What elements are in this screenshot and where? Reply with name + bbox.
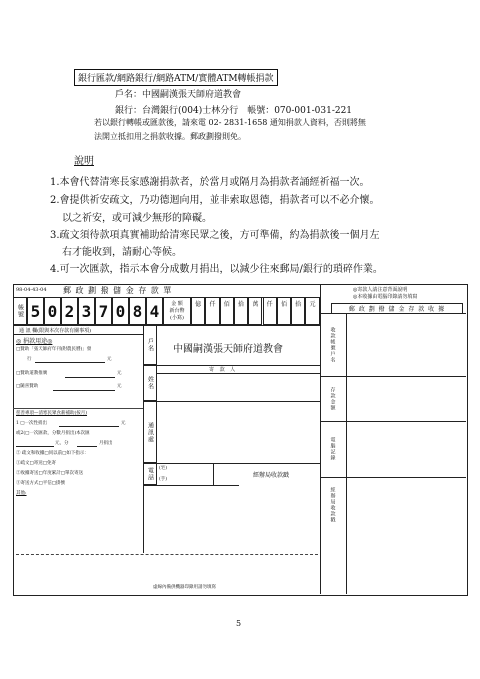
charity-title: 慈善專項—清寒民眾食薪補助(按月) (16, 411, 88, 416)
explain-item-3: 3.疏文須待款項真實補助給清寒民眾之後，方可準備，約為捐款後一個月左 (50, 230, 380, 241)
send-method[interactable]: ③寄送方式□平信□掛號 (16, 481, 66, 486)
amount-unit-cell[interactable]: 佰 (277, 297, 291, 325)
account-digit: 0 (112, 297, 129, 325)
depositor-label: 寄 款 人 (209, 367, 238, 373)
receipt-account: 收款帳號戶名 (329, 327, 336, 363)
amount-label (163, 297, 191, 325)
amount-label-3: (小寫) (170, 314, 184, 321)
right-note-1: ◎寄款人請注意背面說明 (353, 287, 408, 293)
phone-mobile[interactable]: (手) (159, 477, 168, 482)
amount-unit-cell[interactable]: 拾 (291, 297, 305, 325)
explain-item-2b: 以之祈安，或可減少無形的障礙。 (62, 213, 212, 224)
amount-unit-cell[interactable]: 億 (191, 297, 205, 325)
receipt-amount: 存款金額 (329, 387, 336, 411)
receipt-title: 郵 政 劃 撥 儲 金 存 款 收 據 (331, 303, 463, 314)
machine-note: 虛線內備供機器印錄用請勿填寫 (153, 585, 216, 590)
comm-bar: 通 訊 欄(限與本次存款有關事項) (19, 328, 92, 334)
account-digit: 3 (78, 297, 95, 325)
amount-unit-cell[interactable]: 佰 (220, 297, 234, 325)
payee-name: 中國嗣漢張天師府道教會 (173, 344, 283, 355)
header-title: 銀行匯款/網路銀行/網路ATM/實體ATM轉帳捐款 (74, 69, 278, 86)
account-digit: 2 (61, 297, 78, 325)
note-line-2: 法開立抵扣用之捐款收據。郵政劃撥則免。 (94, 132, 246, 141)
amount-unit-cell[interactable]: 仟 (263, 297, 277, 325)
address-label: 通訊處 (143, 401, 157, 463)
purpose-heading: ◎ 捐款用途◎ (16, 338, 53, 345)
receipt-send[interactable]: ②收據寄送□年度累計□單次寄送 (16, 471, 84, 476)
explain-item-2: 2.會提供祈安疏文，乃功德迴向用，並非索取恩德，捐款者可以不必介懷。 (50, 195, 380, 206)
charity-split-c: 月捐出 (99, 441, 113, 446)
other-field[interactable]: 其他: (16, 491, 27, 496)
account-label: 帳號 (13, 297, 27, 325)
amount-unit-cell[interactable]: 萬 (248, 297, 262, 325)
account-digit: 7 (95, 297, 112, 325)
phone-label: 電話 (143, 463, 157, 485)
address-field[interactable] (159, 403, 317, 461)
payee-label: 戶名 (143, 325, 157, 365)
account-digit: 5 (27, 297, 44, 325)
page-number: 5 (236, 619, 242, 628)
opt-yearbook[interactable]: □贊助「張天師府年刊(附農民曆)」發 (16, 347, 92, 352)
doc-send[interactable]: ①疏文□寄送□免寄 (16, 461, 57, 466)
doc-instruction[interactable]: ② 疏文和收據□同以前□如下指示： (16, 451, 89, 456)
opt-promotion[interactable]: □贊助道教推廣 (16, 371, 48, 376)
opt-yearbook-c: 元 (107, 357, 112, 362)
account-digit: 4 (146, 297, 163, 325)
receipt-stamp: 經辦局收款戳 (329, 487, 336, 523)
charity-split[interactable]: 或2(□一次匯款，分數月捐出)本次匯 (16, 431, 90, 436)
amount-unit-cell[interactable]: 拾 (234, 297, 248, 325)
handling-stamp: 經辦局收款戳 (253, 472, 290, 479)
opt-yearbook-b: 行 (27, 357, 32, 362)
account-name: 戶名：中國嗣漢張天師府道教會 (115, 90, 242, 100)
charity-once[interactable]: 1 □一次性捐出 (16, 421, 48, 426)
explain-item-1: 1.本會代替清寒長家感謝捐款者，於當月或隔月為捐款者誦經祈福一次。 (50, 177, 370, 188)
opt-promotion-b: 元 (117, 371, 122, 376)
form-title: 郵 政 劃 撥 儲 金 存 款 單 (63, 286, 173, 295)
bank-line: 銀行：台灣銀行(004)士林分行 帳號：070-001-031-221 (115, 106, 353, 116)
amount-unit-cell[interactable]: 元 (305, 297, 319, 325)
form-id: 98-04-43-04 (16, 287, 47, 293)
explain-item-4: 4.可一次匯款，指示本會分成數月捐出，以減少往來郵局/銀行的瑣碎作業。 (50, 264, 383, 275)
explain-heading: 說明 (74, 156, 94, 167)
opt-free-b: 元 (117, 384, 122, 389)
receipt-computer: 電腦記錄 (329, 437, 336, 461)
name-label: 姓名 (143, 365, 157, 401)
opt-free[interactable]: □隨喜贊助 (16, 384, 39, 389)
charity-split-b: 元，分 (55, 441, 69, 446)
note-line-1: 若以銀行轉帳或匯款後，請來電 02- 2831-1658 通知捐款人資料，否則將無 (94, 118, 366, 127)
amount-unit-cell[interactable]: 仟 (205, 297, 219, 325)
amount-label-2: 新台幣 (169, 307, 185, 314)
amount-label-1: 金 額 (171, 300, 183, 307)
charity-once-b: 元 (121, 421, 126, 426)
account-digit: 0 (44, 297, 61, 325)
name-field[interactable] (159, 375, 317, 399)
phone-home[interactable]: (宅) (159, 466, 168, 471)
explain-item-3b: 右才能收到，請耐心等候。 (62, 247, 182, 258)
account-digit: 8 (129, 297, 146, 325)
deposit-form (13, 284, 468, 596)
right-note-2: ◎本收據由電腦印錄請勿填寫 (353, 294, 418, 300)
